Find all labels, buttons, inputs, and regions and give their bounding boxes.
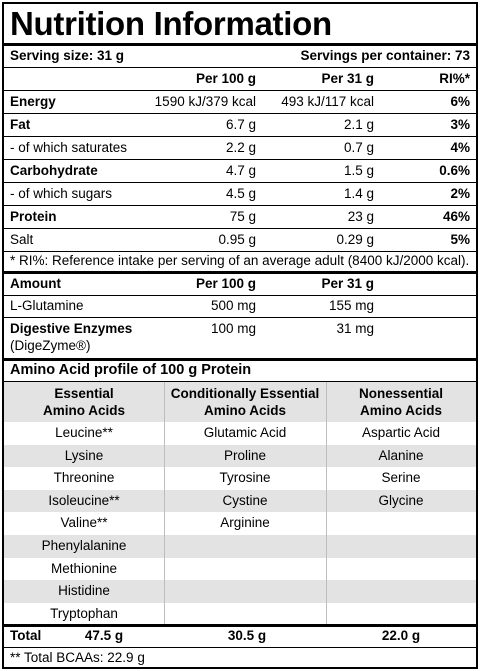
divider xyxy=(4,647,476,648)
amino-acid-cell: Alanine xyxy=(378,447,424,463)
page-title: Nutrition Information xyxy=(10,5,332,42)
amount-subname: (DigeZyme®) xyxy=(10,338,91,353)
nutrient-name: Carbohydrate xyxy=(10,163,98,178)
divider xyxy=(4,90,476,91)
nutrient-per-100g: 0.95 g xyxy=(218,232,256,247)
header-amount: Amount xyxy=(10,276,61,291)
amount-per-100g: 100 mg xyxy=(210,321,256,336)
amino-acid-cell: Cystine xyxy=(222,492,268,508)
total-conditional: 30.5 g xyxy=(227,628,267,643)
header-per-31g: Per 31 g xyxy=(321,71,374,86)
divider xyxy=(4,317,476,318)
amino-column-header: Nonessential Amino Acids xyxy=(358,386,444,418)
amount-name: L-Glutamine xyxy=(10,298,84,313)
nutrient-ri: 3% xyxy=(450,117,470,132)
nutrient-name: Fat xyxy=(10,117,31,132)
nutrient-ri: 6% xyxy=(450,94,470,109)
divider xyxy=(4,182,476,183)
total-nonessential: 22.0 g xyxy=(381,628,421,643)
amino-acid-cell: Arginine xyxy=(220,515,270,531)
nutrient-name: Energy xyxy=(10,94,56,109)
nutrient-per-100g: 1590 kJ/379 kcal xyxy=(154,94,256,109)
amino-acid-cell: Glycine xyxy=(378,492,424,508)
divider xyxy=(4,136,476,137)
amino-acid-cell: Aspartic Acid xyxy=(361,425,441,440)
serving-size: Serving size: 31 g xyxy=(10,48,125,63)
header-per-100g: Per 100 g xyxy=(195,71,256,86)
nutrient-name: - of which sugars xyxy=(10,186,113,201)
amount-row-enzymes xyxy=(4,319,476,357)
nutrient-per-31g: 2.1 g xyxy=(343,117,374,132)
servings-per-container: Servings per container: 73 xyxy=(300,48,470,63)
nutrient-per-100g: 6.7 g xyxy=(225,117,256,132)
divider xyxy=(4,67,476,68)
total-essential: 47.5 g xyxy=(84,628,124,643)
nutrient-ri: 2% xyxy=(450,186,470,201)
divider xyxy=(4,159,476,160)
amino-column-header: Conditionally Essential Amino Acids xyxy=(170,386,320,418)
amino-acid-cell: Lysine xyxy=(64,447,104,463)
amount-name: Digestive Enzymes xyxy=(10,321,133,336)
amino-acid-cell: Threonine xyxy=(53,470,115,486)
amino-acid-cell: Glutamic Acid xyxy=(203,425,287,440)
nutrient-ri: 46% xyxy=(442,209,470,224)
amino-acid-cell: Isoleucine** xyxy=(48,492,120,508)
header-amount-per-31g: Per 31 g xyxy=(321,276,374,291)
nutrient-per-31g: 0.29 g xyxy=(336,232,374,247)
amino-acid-cell: Methionine xyxy=(50,560,118,576)
amino-acid-cell: Proline xyxy=(223,447,267,463)
nutrient-name: Salt xyxy=(10,232,34,247)
nutrient-name: Protein xyxy=(10,209,57,224)
amino-acid-cell: Serine xyxy=(381,470,421,486)
divider xyxy=(4,228,476,229)
nutrient-per-100g: 4.7 g xyxy=(225,163,256,178)
amino-acid-cell: Tyrosine xyxy=(219,470,271,486)
nutrient-per-31g: 0.7 g xyxy=(343,140,374,155)
header-ri: RI%* xyxy=(439,71,470,86)
nutrient-per-31g: 1.4 g xyxy=(343,186,374,201)
total-label: Total xyxy=(10,628,42,643)
nutrient-name: - of which saturates xyxy=(10,140,128,155)
amino-acid-cell: Valine** xyxy=(60,515,108,531)
nutrient-per-31g: 493 kJ/117 kcal xyxy=(281,94,374,109)
nutrition-panel xyxy=(2,2,478,669)
divider xyxy=(4,113,476,114)
nutrient-ri: 0.6% xyxy=(439,163,470,178)
nutrient-ri: 4% xyxy=(450,140,470,155)
nutrient-per-31g: 1.5 g xyxy=(343,163,374,178)
amount-per-31g: 155 mg xyxy=(328,298,374,313)
amount-per-31g: 31 mg xyxy=(336,321,374,336)
amino-column-header: Essential Amino Acids xyxy=(42,386,125,418)
amino-acid-cell: Leucine** xyxy=(55,425,113,440)
amino-title: Amino Acid profile of 100 g Protein xyxy=(10,362,252,378)
nutrient-per-31g: 23 g xyxy=(347,209,374,224)
nutrient-per-100g: 2.2 g xyxy=(225,140,256,155)
nutrient-per-100g: 75 g xyxy=(229,209,256,224)
divider xyxy=(4,205,476,206)
amino-acid-cell: Histidine xyxy=(58,583,110,599)
amino-acid-cell: Tryptophan xyxy=(50,605,118,621)
bcaa-note: ** Total BCAAs: 22.9 g xyxy=(10,650,145,665)
nutrient-per-100g: 4.5 g xyxy=(225,186,256,201)
header-amount-per-100g: Per 100 g xyxy=(195,276,256,291)
amino-acid-cell: Phenylalanine xyxy=(41,538,127,553)
ri-footnote: * RI%: Reference intake per serving of an average adult (8400 kJ/2000 kcal). xyxy=(10,253,470,268)
nutrient-ri: 5% xyxy=(450,232,470,247)
amount-per-100g: 500 mg xyxy=(210,298,256,313)
